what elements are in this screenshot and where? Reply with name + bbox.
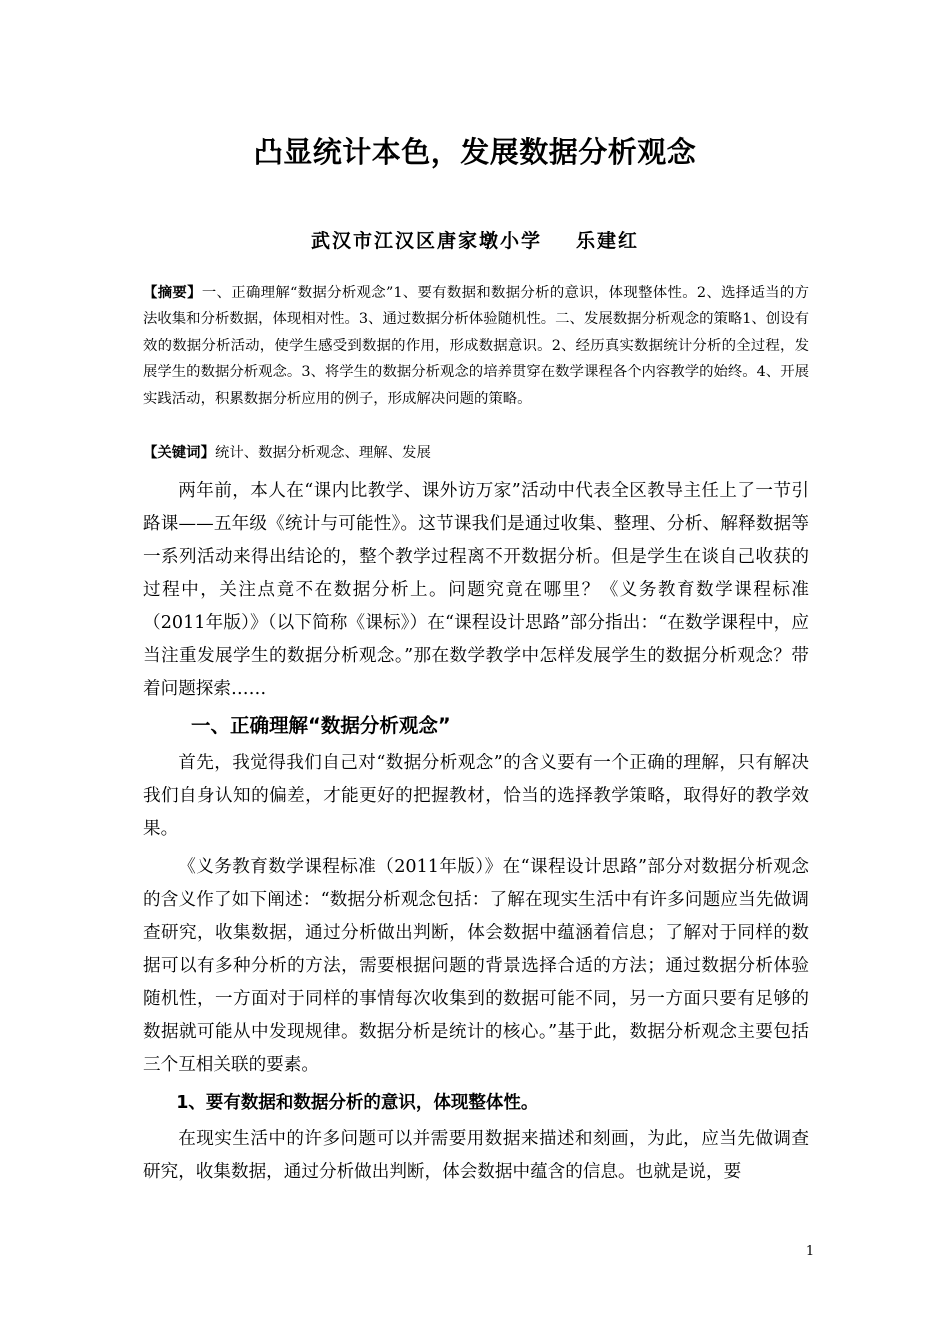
paragraph: 在现实生活中的许多问题可以并需要用数据来描述和刻画，为此，应当先做调查研究，收集数据，通过分析做出判断，体会数据中蕴含的信息。也就是说，要: [143, 1129, 809, 1182]
abstract: [143, 280, 809, 412]
body-text: [143, 475, 809, 1194]
school-name: 武汉市江汉区唐家墩小学: [310, 230, 542, 252]
subsection-heading: 1、要有数据和数据分析的意识，体现整体性。: [176, 1093, 539, 1113]
abstract-tag: 【摘要】: [143, 284, 202, 301]
author-name: 乐建红: [576, 230, 640, 252]
byline: [0, 226, 950, 253]
keywords-tag: 【关键词】: [143, 444, 215, 461]
section-heading: 一、正确理解“数据分析观念”: [191, 714, 451, 737]
paragraph: 首先，我觉得我们自己对“数据分析观念”的含义要有一个正确的理解，只有解决我们自身认知的偏差，才能更好的把握教材，恰当的选择教学策略，取得好的教学效果。: [143, 753, 809, 839]
abstract-text: 一、正确理解“数据分析观念”1、要有数据和数据分析的意识，体现整体性。2、选择适当的方法收集和分析数据，体现相对性。3、通过数据分析体验随机性。二、发展数据分析观念的策略1、创设有效的数据分析活动，使学生感受到数据的作用，形成数据意识。2、经历真实数据统计分析的全过程，发展学生的数据分析观念。3、将学生的数据分析观念的培养贯穿在数学课程各个内容教学的始终。4、开展实践活动，积累数据分析应用的例子，形成解决问题的策略。: [143, 285, 809, 407]
page-number: 1: [805, 1244, 815, 1259]
keywords: [143, 440, 809, 466]
paragraph: 《义务教育数学课程标准（2011年版）》在“课程设计思路”部分对数据分析观念的含义作了如下阐述：“数据分析观念包括：了解在现实生活中有许多问题应当先做调查研究，收集数据，通过分析做出判断，体会数据中蕴涵着信息；了解对于同样的数据可以有多种分析的方法，需要根据问题的背景选择合适的方法；通过数据分析体验随机性，一方面对于同样的事情每次收集到的数据可能不同，另一方面只要有足够的数据就可能从中发现规律。数据分析是统计的核心。”基于此，数据分析观念主要包括三个互相关联的要素。: [143, 857, 809, 1075]
paragraph-intro: 两年前，本人在“课内比教学、课外访万家”活动中代表全区教导主任上了一节引路课——五年级《统计与可能性》。这节课我们是通过收集、整理、分析、解释数据等一系列活动来得出结论的，整个教学过程离不开数据分析。但是学生在谈自己收获的过程中，关注点竟不在数据分析上。问题究竟在哪里？《义务教育数学课程标准（2011年版）》（以下简称《课标》）在“课程设计思路”部分指出：“在数学课程中，应当注重发展学生的数据分析观念。”那在数学教学中怎样发展学生的数据分析观念？带着问题探索……: [143, 481, 809, 699]
keywords-text: 统计、数据分析观念、理解、发展: [214, 445, 431, 461]
document-title: 凸显统计本色，发展数据分析观念: [253, 135, 697, 169]
